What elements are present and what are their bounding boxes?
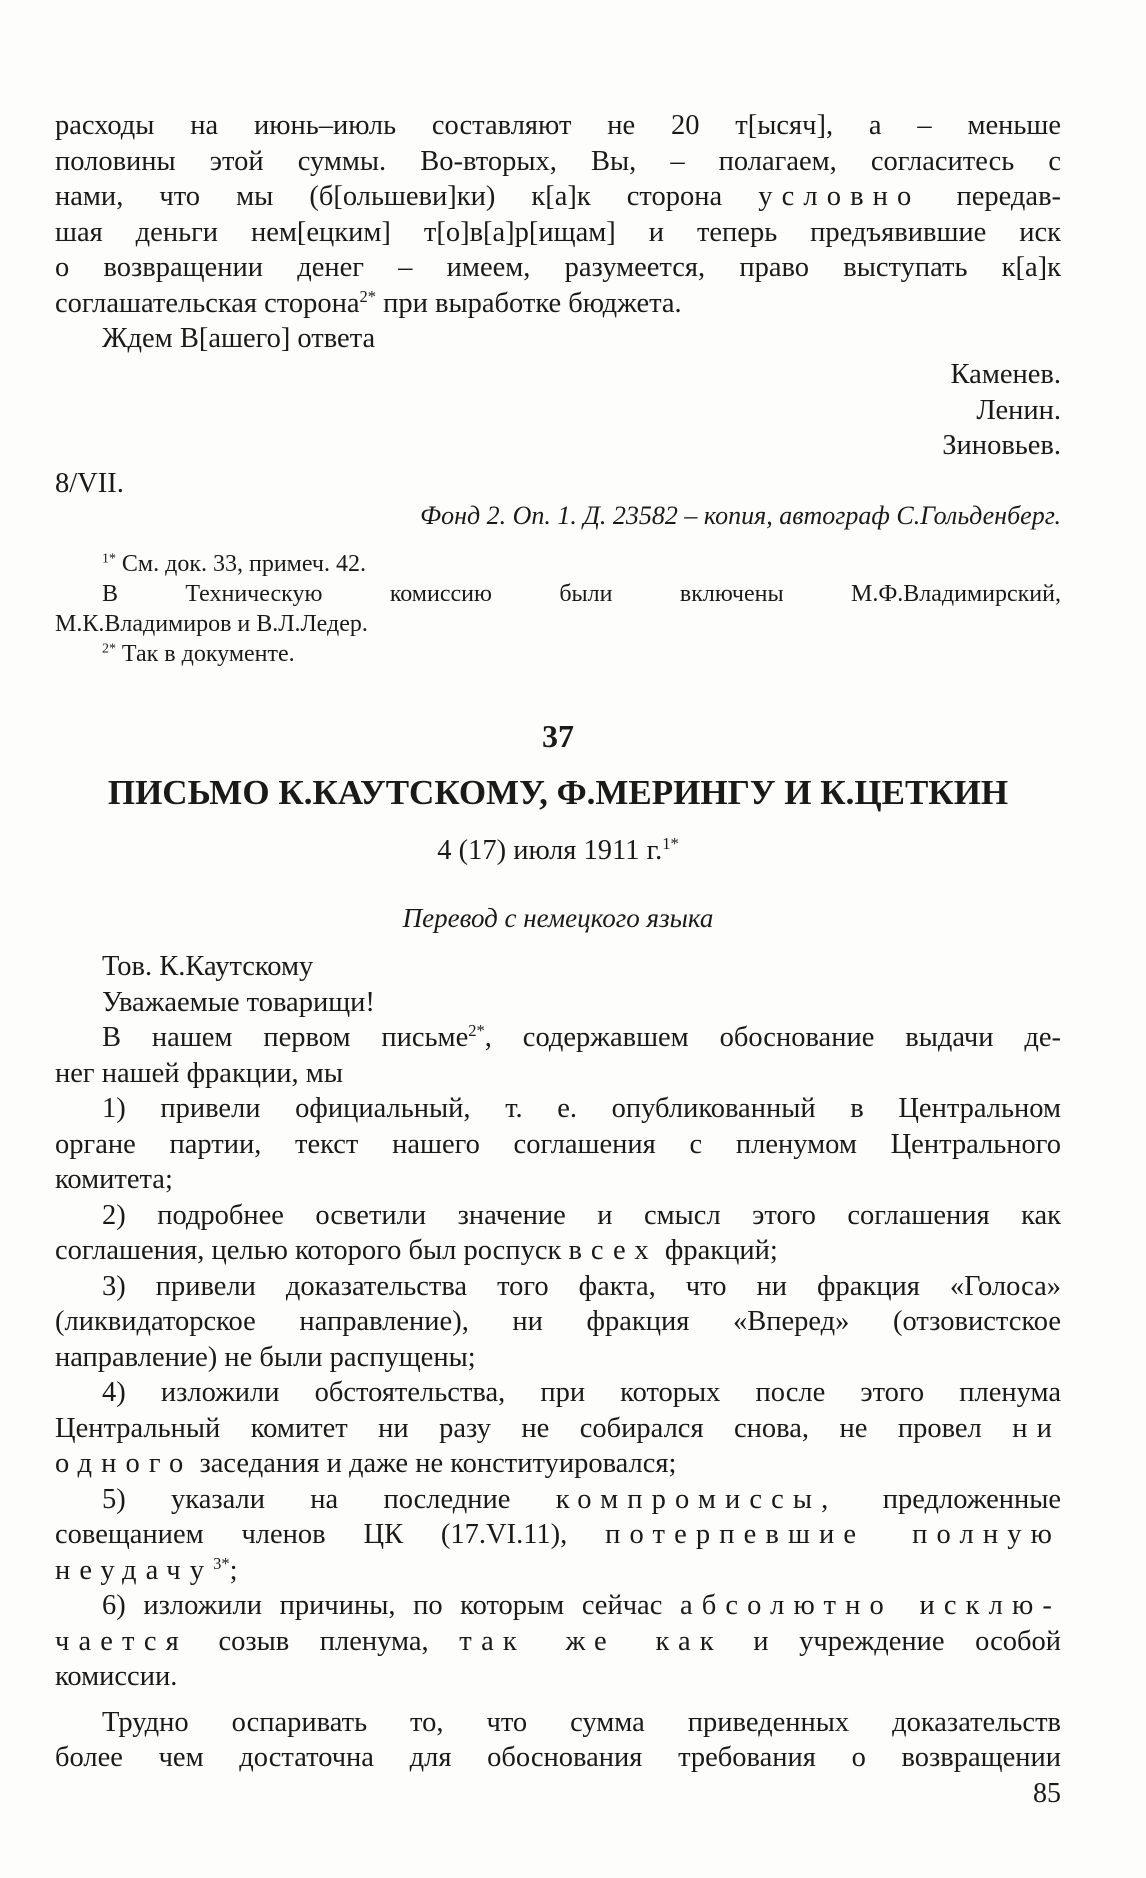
text-line: более чем достаточна для обоснования требования о возвращении <box>55 1742 1061 1773</box>
text-line: направление) не были распущены; <box>55 1341 476 1373</box>
opening-paragraph <box>55 108 1061 357</box>
text-line: соглашательская сторона$^{2*}$ при выработке бюджета. <box>55 286 682 319</box>
text-line: 2) подробнее осветили значение и смысл этого соглашения как <box>102 1199 1061 1231</box>
footnotes <box>55 549 1061 669</box>
text-line: 3) привели доказательства того факта, что ни фракция «Голоса» <box>102 1270 1061 1302</box>
document-title: ПИСЬМО К.КАУТСКОМУ, Ф.МЕРИНГУ И К.ЦЕТКИН <box>107 773 1009 812</box>
text-line: нами, что мы (б[ольшеви]ки) к[а]к сторона условно передав- <box>55 181 1062 212</box>
text-line: совещанием членов ЦК (17.VI.11), потерпевшие полную <box>55 1519 1062 1550</box>
page-number: 85 <box>1033 1778 1061 1809</box>
text-line: шая деньги нем[ецким] т[о]в[а]р[ищам] и теперь предъявившие иск <box>55 216 1061 248</box>
text-line: чается созыв пленума, так же как и учреждение особой <box>55 1625 1062 1657</box>
text-line: 1) привели официальный, т. е. опубликованный в Центральном <box>102 1093 1061 1124</box>
text-line: одного заседания и даже не конституировался; <box>55 1448 677 1479</box>
text-line: комитета; <box>55 1164 173 1195</box>
text-line: 6) изложили причины, по которым сейчас абсолютно исклю- <box>102 1590 1062 1621</box>
text-line: комиссии. <box>55 1661 178 1692</box>
text-line: неудачу$^{3*}$; <box>55 1553 238 1586</box>
signature-lenin: Ленин. <box>976 394 1061 426</box>
text-line: половины этой суммы. Во-вторых, Вы, – полагаем, согласитесь с <box>55 145 1061 177</box>
document-date: 4 (17) июля 1911 г.$^{1*}$ <box>437 833 679 866</box>
text-line: нег нашей фракции, мы <box>55 1057 343 1089</box>
signature-zinoviev: Зиновьев. <box>942 430 1061 461</box>
text-line: В нашем первом письме$^{2*}$, содержавшем обоснование выдачи де- <box>102 1020 1061 1053</box>
text-line: 5) указали на последние компромиссы, предложенные <box>102 1483 1062 1515</box>
document-number: 37 <box>542 718 574 754</box>
translation-note: Перевод с немецкого языка <box>402 903 714 933</box>
letter-body <box>55 949 1061 1776</box>
text-line: о возвращении денег – имеем, разумеется, право выступать к[а]к <box>55 252 1061 283</box>
signatures <box>55 357 1061 464</box>
closing-line: Ждем В[ашего] ответа <box>102 323 376 354</box>
text-line: расходы на июнь–июль составляют не 20 т[ысяч], а – меньше <box>55 110 1061 141</box>
footnote-1-continued: М.К.Владимиров и В.Л.Ледер. <box>55 611 368 637</box>
footnote-1: $^{1*}$ См. док. 33, примеч. 42. <box>102 551 366 577</box>
footnote-2: $^{2*}$ Так в документе. <box>102 641 295 667</box>
letter-date: 8/VII. <box>55 468 124 499</box>
greeting: Уважаемые товарищи! <box>102 986 375 1018</box>
text-line: органе партии, текст нашего соглашения с пленумом Центрального <box>55 1128 1061 1160</box>
text-line: Центральный комитет ни разу не собирался снова, не провел ни <box>55 1412 1061 1444</box>
archive-source: Фонд 2. Оп. 1. Д. 23582 – копия, автограф С.Гольденберг. <box>420 501 1061 530</box>
text-line: Трудно оспаривать то, что сумма приведенных доказательств <box>102 1706 1061 1738</box>
addressee: Тов. К.Каутскому <box>102 951 314 982</box>
text-line: 4) изложили обстоятельства, при которых после этого пленума <box>102 1377 1061 1408</box>
footnote-1-continued: В Техническую комиссию были включены М.Ф.Владимирский, <box>102 581 1061 607</box>
text-line: соглашения, целью которого был роспуск всех фракций; <box>55 1235 778 1266</box>
signature-kamenev: Каменев. <box>950 359 1061 390</box>
text-line: (ликвидаторское направление), ни фракция «Вперед» (отзовистское <box>55 1306 1061 1337</box>
